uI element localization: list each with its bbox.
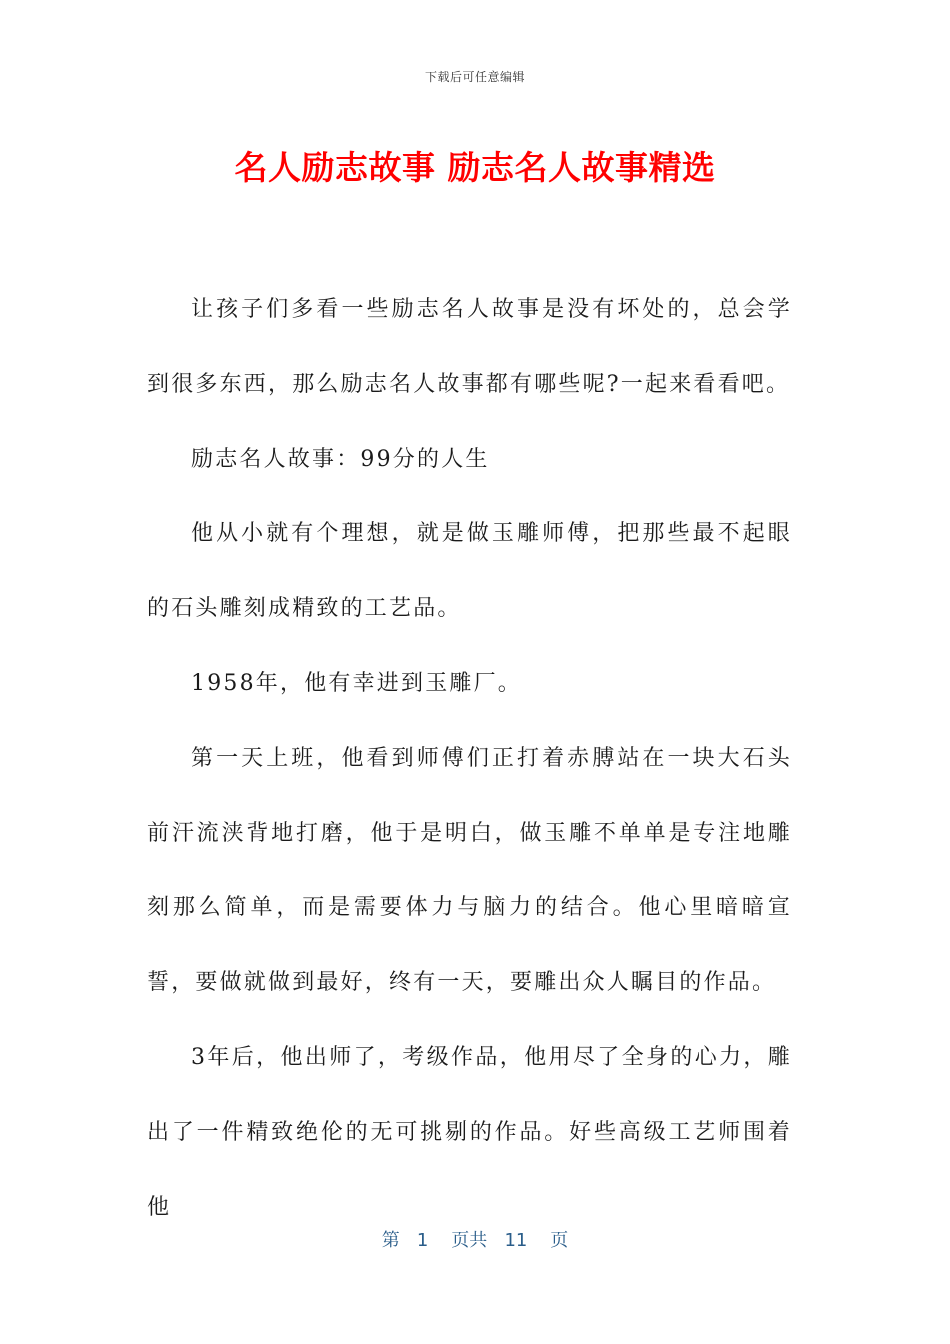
- document-title: 名人励志故事 励志名人故事精选: [234, 148, 716, 187]
- paragraph-first-day: 第一天上班，他看到师傅们正打着赤膊站在一块大石头前汗流浃背地打磨，他于是明白，做玉雕不单单是专注地雕刻那么简单，而是需要体力与脑力的结合。他心里暗暗宣誓，要做就做到最好，终有一天，要雕出众人瞩目的作品。: [147, 745, 792, 996]
- document-body: [147, 273, 792, 1245]
- paragraph-subtitle: 励志名人故事：99分的人生: [191, 446, 490, 472]
- paragraph-dream: 他从小就有个理想，就是做玉雕师傅，把那些最不起眼的石头雕刻成精致的工艺品。: [147, 521, 792, 622]
- footer-middle: 页共: [451, 1230, 488, 1251]
- paragraph-1958: 1958年，他有幸进到玉雕厂。: [191, 670, 522, 696]
- paragraph-three-years: 3年后，他出师了，考级作品，他用尽了全身的心力，雕出了一件精致绝伦的无可挑剔的作品。好些高级工艺师围着他: [147, 1044, 792, 1220]
- footer-suffix: 页: [550, 1230, 569, 1251]
- page-footer: [0, 1226, 950, 1252]
- footer-total-pages: 11: [504, 1230, 528, 1251]
- paragraph-intro: 让孩子们多看一些励志名人故事是没有坏处的，总会学到很多东西，那么励志名人故事都有哪些呢?一起来看看吧。: [147, 297, 792, 397]
- footer-current-page: 1: [416, 1230, 429, 1251]
- header-note: 下载后可任意编辑: [424, 70, 525, 84]
- footer-prefix: 第: [381, 1230, 400, 1251]
